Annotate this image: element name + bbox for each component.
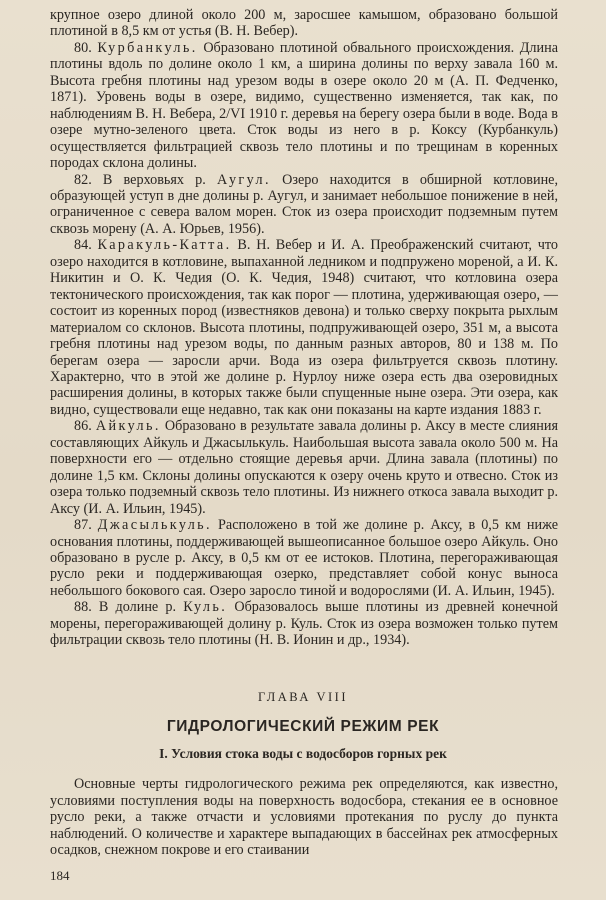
- entry-text: Расположено в той же долине р. Аксу, в 0,5 км ниже основания плотины, поддерживающей вышеописанное большое озеро Айкуль. Оно образовано в русле р. Аксу, в 0,5 км от ее истоков. Плотина, перегораживающая русло реки и поддерживающая озерко, представляет собой конус выноса небольшого бокового сая. Озеро заросло тиной и водорослями (И. А. Ильин, 1945).: [50, 517, 558, 599]
- entry-text: В верховьях р.: [102, 171, 217, 188]
- entry-number: 80.: [74, 39, 98, 56]
- lake-name: Аугул.: [217, 171, 271, 188]
- page-number: 184: [50, 868, 70, 883]
- entry-text: В долине р.: [98, 599, 184, 616]
- entry-number: 87.: [74, 517, 98, 534]
- paragraph-lake-84: [50, 237, 558, 418]
- entry-text: Образовано плотиной обвального происхождения. Длина плотины вдоль по долине около 1 км, а ширина долины по верху завала 160 м. Высота гребня плотины над урезом воды в озере около 20 м (А. П. Федченко, 1871). Уровень воды в озере, видимо, существенно изменяется, так как, по наблюдениям В. Н. Вебера, 2/VI 1910 г. деревья на берегу озера были в воде. Вода в озере мутно-зеленого цвета. Сток воды из него в р. Коксу (Курбанкуль) осуществляется фильтрацией сквозь тело плотины и по трещинам в коренных породах склона долины.: [50, 39, 558, 172]
- paragraph-lake-88: [50, 599, 558, 648]
- entry-text: Озеро находится в обширной котловине, образующей уступ в дне долины р. Аугул, и занимает небольшое понижение в ней, ограниченное с севера валом морен. Сток из озера происходит подземным путем сквозь морену (А. А. Юрьев, 1956).: [50, 171, 559, 237]
- entry-text: В. Н. Вебер и И. А. Преображенский считают, что озеро находится в котловине, выпаханной ледником и подпружено мореной, а И. К. Никитин и О. К. Чедия (О. К. Чедия, 1948) считают, что котловина озера тектонического происхождения, так как порог — плотина, удерживающая озеро, — состоит из коренных пород (известняков девона) и только сверху покрыта рыхлым материалом со склонов. Высота плотины, подпруживающей озеро, 351 м, а высота гребня плотины над урезом воды, по данным разных авторов, 80 и 138 м. По берегам озера — заросли арчи. Вода из озера фильтруется сквозь плотину. Характерно, что в этой же долине р. Нурлоу ниже озера есть два озеровидных расширения долины, в которых также были спущенные ныне озера. Эти озера, как видно, существовали еще недавно, так как они показаны на карте издания 1883 г.: [50, 237, 558, 418]
- paragraph-lake-82: [50, 172, 558, 238]
- paragraph-lake-87: [50, 517, 558, 599]
- section-title: ГИДРОЛОГИЧЕСКИЙ РЕЖИМ РЕК: [166, 718, 440, 735]
- entry-text: Образовано в результате завала долины р. Аксу в месте слияния составляющих Айкуль и Джасылькуль. Наибольшая высота завала около 500 м. На поверхности его — отдельно стоящие деревья арчи. Длина завала (плотины) по долине 1,5 км. Склоны долины опускаются к озеру очень круто и отвесно. Сток из озера только подземный сквозь тело плотины. Из нижнего откоса завала выходит р. Аксу (И. А. Ильин, 1945).: [50, 418, 559, 517]
- lake-name: Джасылькуль.: [97, 517, 212, 534]
- entry-number: 84.: [74, 237, 98, 254]
- paragraph-lake-80: [50, 40, 558, 172]
- entry-number: 82.: [74, 171, 103, 188]
- entry-number: 88.: [74, 599, 99, 616]
- lake-name: Айкуль.: [95, 418, 161, 435]
- chapter-body: [50, 776, 558, 859]
- subsection-title: I. Условия стока воды с водосборов горных рек: [159, 746, 447, 761]
- lake-name: Куль.: [183, 599, 228, 616]
- lake-name: Каракуль-Катта.: [97, 237, 232, 254]
- paragraph-continuation: крупное озеро длиной около 200 м, заросшее камышом, образовано большой плотиной в 8,5 км от устья (В. Н. Вебер).: [50, 7, 558, 40]
- entry-text: Образовалось выше плотины из древней конечной морены, перегораживающей долину р. Куль. Сток из озера возможен только путем фильтрации сквозь тело плотины (Н. В. Ионин и др., 1934).: [50, 599, 559, 649]
- paragraph-body: Основные черты гидрологического режима рек определяются, как известно, условиями поступления воды на поверхность водосбора, стекания ее в основное русло реки, а также отчасти и условиями протекания по руслу до пункта наблюдений. О количестве и характере выпадающих в бассейнах рек атмосферных осадков, снежном покрове и его стаивании: [50, 776, 558, 859]
- chapter-heading: ГЛАВА VIII: [257, 690, 348, 704]
- entry-number: 86.: [74, 418, 96, 435]
- lake-name: Курбанкуль.: [97, 39, 198, 56]
- lake-descriptions: [50, 7, 558, 649]
- paragraph-lake-86: [50, 418, 558, 517]
